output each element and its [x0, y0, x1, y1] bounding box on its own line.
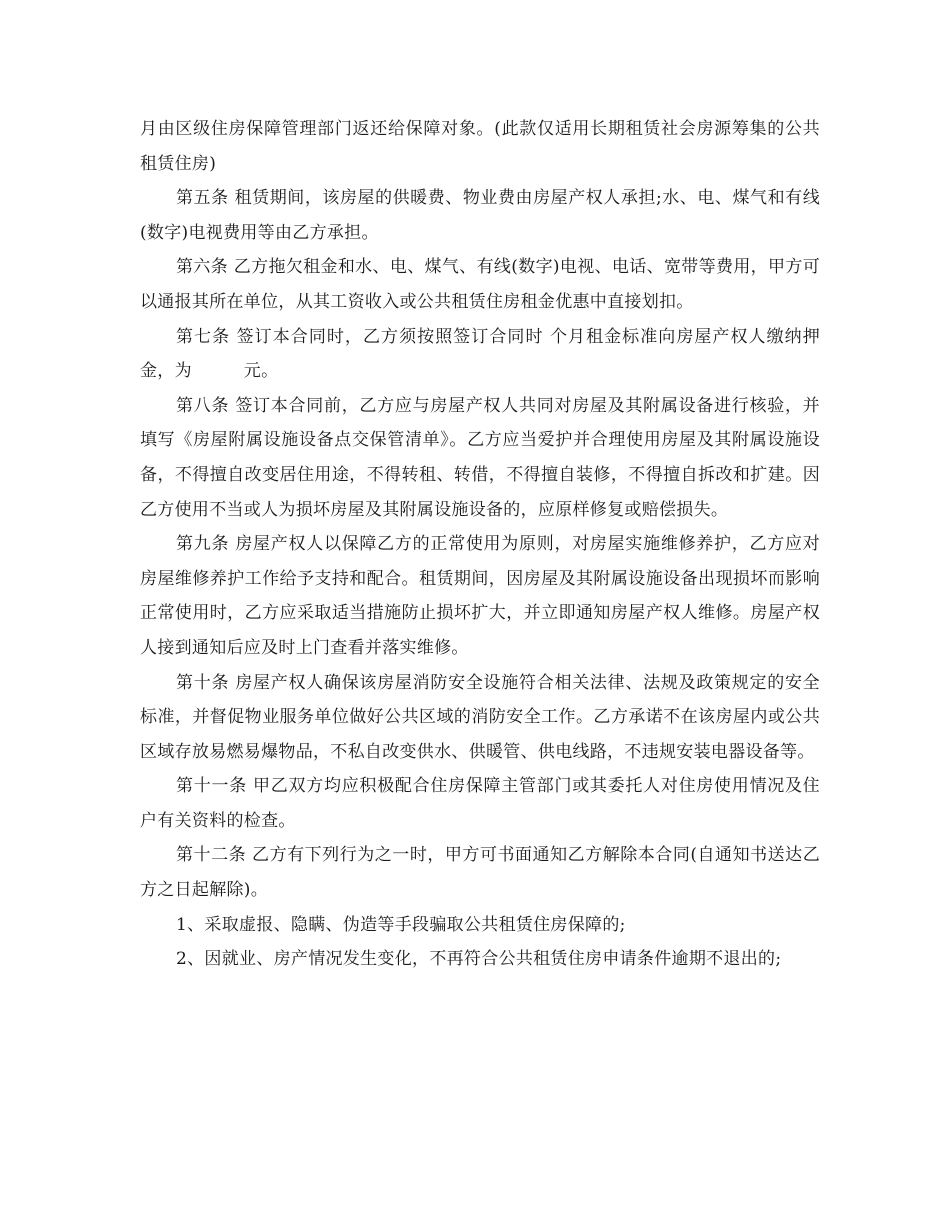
list-item-1: 1、采取虚报、隐瞒、伪造等手段骗取公共租赁住房保障的; [176, 914, 626, 935]
paragraph-article-9: 第九条 房屋产权人以保障乙方的正常使用为原则，对房屋实施维修养护，乙方应对房屋维修养护工作给予支持和配合。租赁期间，因房屋及其附属设施设备出现损坏而影响正常使用时，乙方应采取适当措施防止损坏扩大，并立即通知房屋产权人维修。房屋产权人接到通知后应及时上门查看并落实维修。 [140, 534, 820, 658]
paragraph-article-10: 第十条 房屋产权人确保该房屋消防安全设施符合相关法律、法规及政策规定的安全标准，并督促物业服务单位做好公共区域的消防安全工作。乙方承诺不在该房屋内或公共区域存放易燃易爆物品，不私自改变供水、供暖管、供电线路，不违规安装电器设备等。 [140, 672, 820, 762]
document-body [140, 112, 820, 977]
paragraph-article-6: 第六条 乙方拖欠租金和水、电、煤气、有线(数字)电视、电话、宽带等费用，甲方可以通报其所在单位，从其工资收入或公共租赁住房租金优惠中直接划扣。 [140, 257, 820, 312]
paragraph-article-5: 第五条 租赁期间，该房屋的供暖费、物业费由房屋产权人承担;水、电、煤气和有线(数字)电视费用等由乙方承担。 [140, 188, 820, 243]
paragraph-article-11: 第十一条 甲乙双方均应积极配合住房保障主管部门或其委托人对住房使用情况及住户有关资料的检查。 [140, 776, 820, 831]
paragraph-continuation: 月由区级住房保障管理部门返还给保障对象。(此款仅适用长期租赁社会房源筹集的公共租赁住房) [140, 119, 820, 174]
paragraph-article-7: 第七条 签订本合同时，乙方须按照签订合同时 个月租金标准向房屋产权人缴纳押金，为 元。 [140, 326, 820, 382]
list-item-2: 2、因就业、房产情况发生变化，不再符合公共租赁住房申请条件逾期不退出的; [176, 949, 782, 970]
paragraph-article-8: 第八条 签订本合同前，乙方应与房屋产权人共同对房屋及其附属设备进行核验，并填写《房屋附属设施设备点交保管清单》。乙方应当爱护并合理使用房屋及其附属设施设备，不得擅自改变居住用途，不得转租、转借，不得擅自装修，不得擅自拆改和扩建。因乙方使用不当或人为损坏房屋及其附属设施设备的，应原样修复或赔偿损失。 [140, 395, 820, 520]
paragraph-article-12: 第十二条 乙方有下列行为之一时，甲方可书面通知乙方解除本合同(自通知书送达乙方之日起解除)。 [140, 845, 820, 901]
